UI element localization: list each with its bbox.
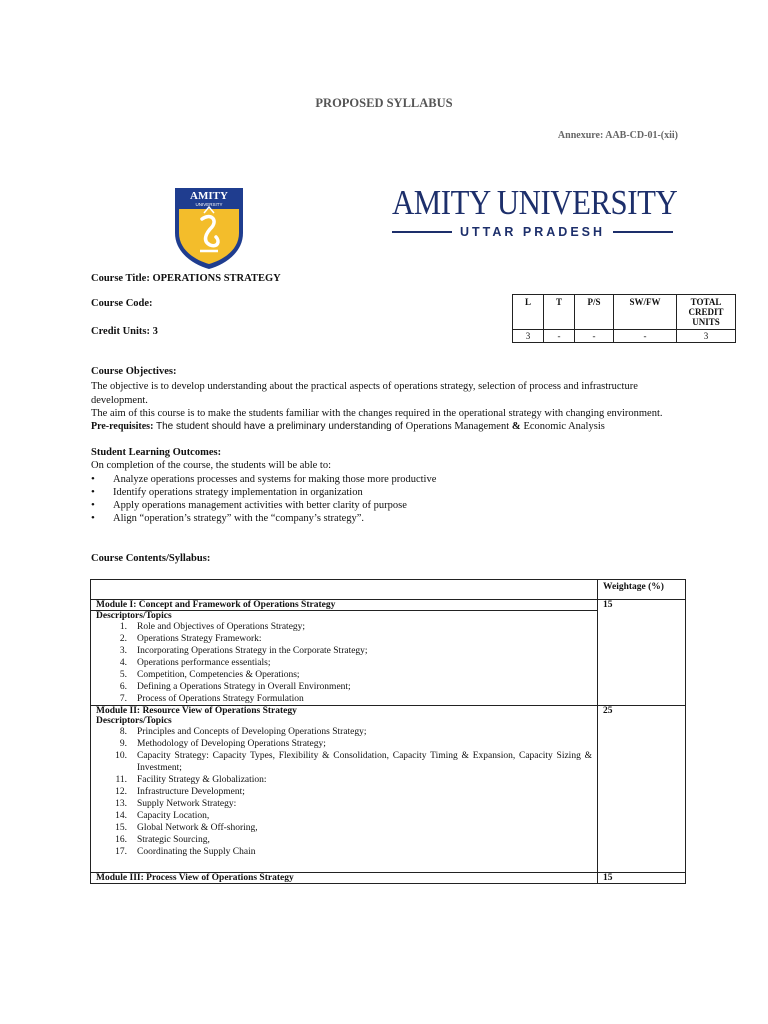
course-title: Course Title: OPERATIONS STRATEGY [91, 273, 281, 284]
list-item: • Identify operations strategy implementation in organization [91, 486, 436, 499]
list-item: 5. Competition, Competencies & Operations; [119, 670, 300, 680]
divider [613, 231, 673, 232]
list-item: 9. Methodology of Developing Operations Strategy; [119, 739, 326, 749]
descriptor-label: Descriptors/Topics [96, 611, 172, 621]
credits-value-total: 3 [677, 330, 736, 343]
module-1-weight: 15 [598, 600, 686, 706]
list-item: 2. Operations Strategy Framework: [119, 634, 262, 644]
module-1-topics [96, 621, 592, 705]
prerequisites-label: Pre-requisites: [91, 421, 154, 432]
page-title: PROPOSED SYLLABUS [315, 96, 453, 110]
credits-value-swfw: - [614, 330, 677, 343]
list-item: • Align “operation’s strategy” with the “company’s strategy”. [91, 512, 436, 525]
list-item: 1. Role and Objectives of Operations Strategy; [119, 622, 306, 632]
prerequisite-subject-2: Economic Analysis [523, 421, 605, 432]
prerequisites-text: The student should have a preliminary understanding of [156, 421, 403, 432]
prerequisites [91, 421, 605, 432]
divider [392, 231, 452, 232]
list-item: 8. Principles and Concepts of Developing Operations Strategy; [119, 727, 367, 737]
credits-header-l: L [513, 295, 544, 330]
university-wordmark [392, 183, 697, 239]
shield-subtitle-text: UNIVERSITY [195, 202, 223, 207]
descriptor-label: Descriptors/Topics [96, 716, 172, 726]
module-1-cell [91, 600, 598, 611]
credits-header-total: TOTAL CREDIT UNITS [677, 295, 736, 330]
annexure-ref: Annexure: AAB-CD-01-(xii) [557, 130, 678, 141]
course-code: Course Code: [91, 298, 153, 309]
module-1-title: Module I: Concept and Framework of Operations Strategy [96, 600, 336, 610]
list-item: • Analyze operations processes and systems for making those more productive [91, 473, 436, 486]
objectives-line-2: The aim of this course is to make the students familiar with the changes required in the operational strategy with changing environment. [91, 408, 663, 419]
amity-shield-logo [172, 185, 246, 271]
list-item: 10. Capacity Strategy: Capacity Types, Flexibility & Consolidation, Capacity Timing & Expansion, Capacity Sizing & Investment; [115, 751, 592, 773]
list-item: 14. Capacity Location, [115, 811, 210, 821]
credit-units: Credit Units: 3 [91, 326, 158, 337]
list-item: 7. Process of Operations Strategy Formulation [119, 694, 304, 704]
module-2-weight: 25 [598, 706, 686, 873]
module-3-weight: 15 [598, 873, 686, 884]
region-name: UTTAR PRADESH [460, 225, 606, 239]
list-item: • Apply operations management activities with better clarity of purpose [91, 499, 436, 512]
credits-header-t: T [544, 295, 575, 330]
syllabus-table [90, 579, 686, 884]
list-item: 12. Infrastructure Development; [115, 787, 245, 797]
module-2-cell [91, 706, 598, 873]
region-line [392, 225, 697, 239]
list-item: 16. Strategic Sourcing, [115, 835, 210, 845]
list-item: 4. Operations performance essentials; [119, 658, 271, 668]
credits-header-swfw: SW/FW [614, 295, 677, 330]
objectives-text [91, 380, 691, 421]
outcomes-heading: Student Learning Outcomes: [91, 447, 222, 458]
shield-title-text: AMITY [190, 190, 228, 202]
credits-header-ps: P/S [575, 295, 614, 330]
list-item: 15. Global Network & Off-shoring, [115, 823, 258, 833]
objectives-line-1: The objective is to develop understanding about the practical aspects of operations strategy, selection of process and infrastructure development. [91, 381, 638, 406]
syllabus-header-blank [91, 580, 598, 600]
credits-value-l: 3 [513, 330, 544, 343]
outcomes-intro: On completion of the course, the students will be able to: [91, 460, 331, 471]
university-name: AMITY UNIVERSITY [392, 183, 678, 222]
list-item: 17. Coordinating the Supply Chain [115, 847, 256, 857]
weightage-header: Weightage (%) [598, 580, 686, 600]
credits-value-ps: - [575, 330, 614, 343]
list-item: 3. Incorporating Operations Strategy in the Corporate Strategy; [119, 646, 368, 656]
module-2-title: Module II: Resource View of Operations Strategy [96, 706, 297, 716]
credits-value-t: - [544, 330, 575, 343]
outcomes-list [91, 473, 436, 525]
list-item: 6. Defining a Operations Strategy in Overall Environment; [119, 682, 351, 692]
contents-heading: Course Contents/Syllabus: [91, 553, 211, 564]
list-item: 11. Facility Strategy & Globalization: [115, 775, 267, 785]
module-3-title: Module III: Process View of Operations Strategy [96, 873, 294, 883]
module-1-topics-cell [91, 611, 598, 706]
credits-table [512, 294, 736, 343]
prerequisite-ampersand: & [511, 421, 521, 432]
objectives-heading: Course Objectives: [91, 366, 177, 377]
list-item: 13. Supply Network Strategy: [115, 799, 237, 809]
module-2-topics [96, 726, 592, 858]
module-3-cell [91, 873, 598, 884]
prerequisite-subject-1: Operations Management [405, 421, 510, 432]
